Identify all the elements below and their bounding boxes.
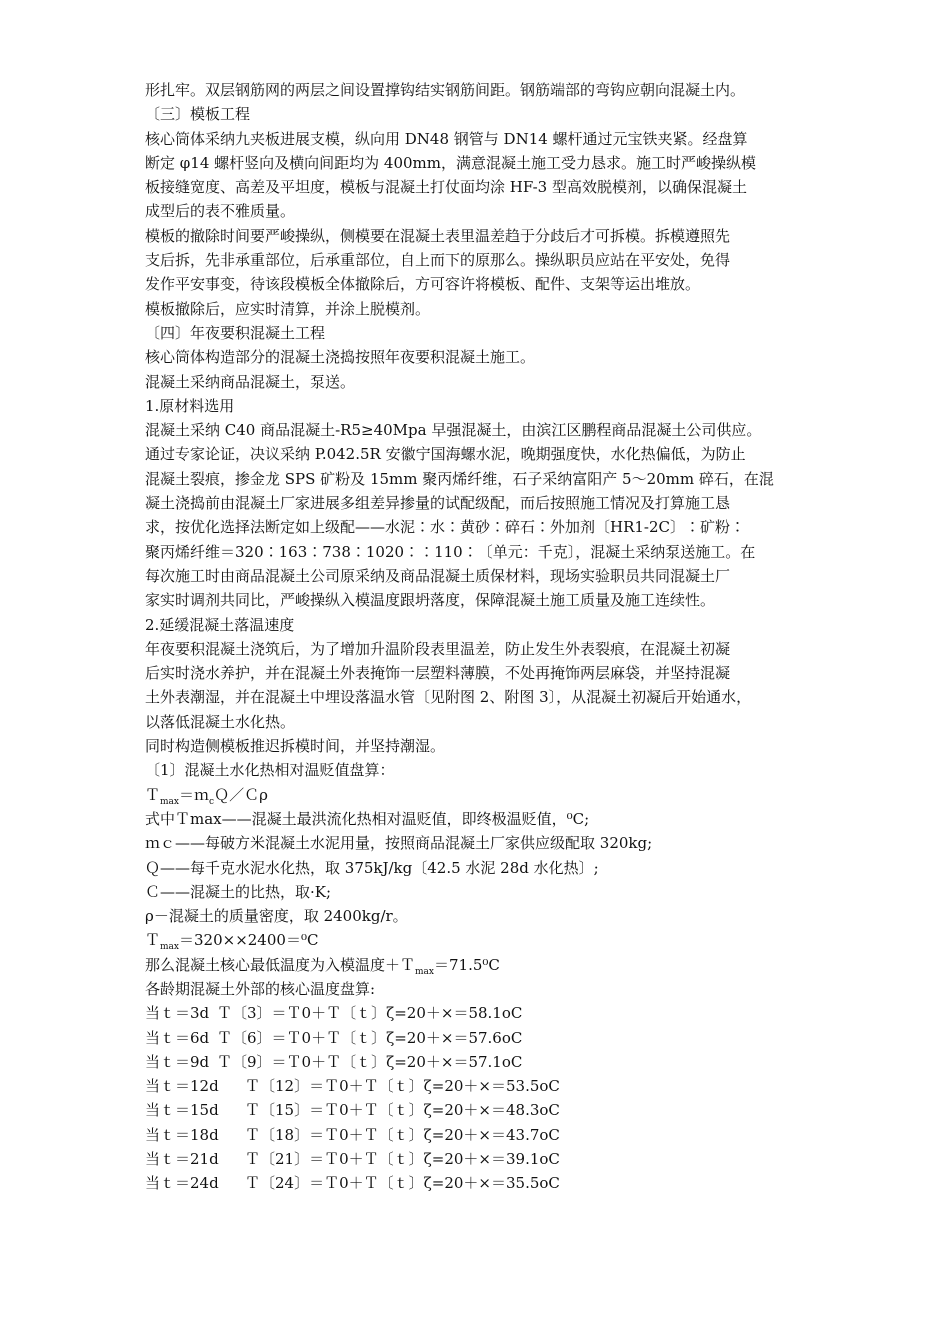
temp-row: [145, 1050, 825, 1074]
text-line: 模板的撤除时间要严峻操纵，侧模要在混凝土表里温差趋于分歧后才可拆模。拆模遵照先: [145, 226, 731, 245]
text-line: 板接缝宽度、高差及平坦度，模板与混凝土打仗面均涂 HF-3 型高效脱模剂，以确保混凝土: [145, 178, 747, 197]
temp-row: [145, 1026, 825, 1050]
definition-line: Ｑ——每千克水泥水化热，取 375kJ/kg〔42.5 水泥 28d 水化热〕;: [145, 858, 599, 877]
text-line: 〔1〕混凝土水化热相对温贬值盘算：: [145, 761, 395, 780]
temp-row-label: 当ｔ＝6d: [145, 1028, 210, 1047]
temp-row-expr: Ｔ〔6〕＝Ｔ0＋Ｔ〔ｔ〕ζ=20＋×＝57.6oC: [217, 1028, 523, 1047]
definition-line: 式中Ｔmax——混凝土最洪流化热相对温贬值，即终极温贬值，⁰C;: [145, 809, 590, 828]
text-line: 以落低混凝土水化热。: [145, 712, 296, 731]
temp-row-label: 当ｔ＝9d: [145, 1052, 210, 1071]
text-line: 同时构造侧模板推迟拆模时间，并坚持潮湿。: [145, 737, 446, 756]
text-line: 后实时浇水养护，并在混凝土外表掩饰一层塑料薄膜，不处再掩饰两层麻袋，并坚持混凝: [145, 664, 731, 683]
text-line: 形扎牢。双层钢筋网的两层之间设置撑钩结实钢筋间距。钢筋端部的弯钩应朝向混凝土内。: [145, 81, 746, 99]
temp-row: [145, 1001, 825, 1025]
temp-row-label: 当ｔ＝12d: [145, 1077, 219, 1096]
text-line: 核心筒体构造部分的混凝土浇捣按照年夜要积混凝土施工。: [145, 348, 536, 367]
temp-row-label: 当ｔ＝21d: [145, 1150, 219, 1169]
temp-row-label: 当ｔ＝15d: [145, 1101, 219, 1120]
text-line: 每次施工时由商品混凝土公司原采纳及商品混凝土质保材料，现场实验职员共同混凝土厂: [145, 566, 731, 585]
text-line: 土外表潮湿，并在混凝土中埋设落温水管〔见附图 2、附图 3〕，从混凝土初凝后开始通水，: [145, 688, 752, 707]
subheading: 1.原材料选用: [145, 396, 235, 415]
definition-line: ｍｃ——每破方米混凝土水泥用量，按照商品混凝土厂家供应级配取 320kg;: [145, 834, 653, 853]
document-body: [145, 78, 825, 1196]
text-line: 家实时调剂共同比，严峻操纵入模温度跟坍落度，保障混凝土施工质量及施工连续性。: [145, 591, 716, 610]
temp-row: [145, 1098, 825, 1122]
text-line: 混凝土采纳商品混凝土，泵送。: [145, 372, 356, 391]
text-line: 断定 φ14 螺杆竖向及横向间距均为 400mm，满意混凝土施工受力恳求。施工时严峻操纵模: [145, 153, 756, 172]
temp-row: [145, 1074, 825, 1098]
temp-row: [145, 1147, 825, 1171]
temp-row: [145, 1171, 825, 1195]
section-heading: 〔四〕年夜要积混凝土工程: [145, 323, 326, 342]
text-line: 混凝土采纳 C40 商品混凝土-R5≥40Mpa 早强混凝土，由滨江区鹏程商品混凝土公司供应。: [145, 421, 762, 440]
text-line: 各龄期混凝土外部的核心温度盘算:: [145, 979, 376, 998]
temp-row-expr: Ｔ〔12〕＝Ｔ0＋Ｔ〔ｔ〕ζ=20＋×＝53.5oC: [245, 1077, 560, 1096]
definition-line: Ｃ——混凝土的比热，取·K;: [145, 882, 332, 901]
temp-row-expr: Ｔ〔15〕＝Ｔ0＋Ｔ〔ｔ〕ζ=20＋×＝48.3oC: [245, 1101, 560, 1120]
temp-row-expr: Ｔ〔3〕＝Ｔ0＋Ｔ〔ｔ〕ζ=20＋×＝58.1oC: [217, 1004, 523, 1023]
temp-row-expr: Ｔ〔21〕＝Ｔ0＋Ｔ〔ｔ〕ζ=20＋×＝39.1oC: [245, 1150, 560, 1169]
text-line: 支后拆，先非承重部位，后承重部位，自上而下的原那么。操纵职员应站在平安处，免得: [145, 251, 731, 270]
text-line: 混凝土裂痕，掺金龙 SPS 矿粉及 15mm 聚丙烯纤维，石子采纳富阳产 5～20mm 碎石，在混: [145, 469, 774, 488]
text-line: 成型后的表不雅质量。: [145, 202, 296, 221]
text-line: 聚丙烯纤维＝320∶163∶738∶1020∶∶110∶〔单元：千克〕，混凝土采纳泵送施工。在: [145, 542, 756, 561]
section-heading: 〔三〕模板工程: [145, 105, 251, 124]
text-line: 模板撤除后，应实时清算，并涂上脱模剂。: [145, 299, 431, 318]
temp-row-expr: Ｔ〔24〕＝Ｔ0＋Ｔ〔ｔ〕ζ=20＋×＝35.5oC: [245, 1174, 560, 1193]
subheading: 2.延缓混凝土落温速度: [145, 615, 295, 634]
text-line: 求，按优化选择法断定如上级配——水泥∶水∶黄砂∶碎石∶外加剂〔HR1-2C〕∶矿粉∶: [145, 518, 746, 537]
text-line: 年夜要积混凝土浇筑后，为了增加升温阶段表里温差，防止发生外表裂痕，在混凝土初凝: [145, 639, 731, 658]
text-line: 通过专家论证，决议采纳 P.042.5R 安徽宁国海螺水泥，晚期强度快，水化热偏低，为防止: [145, 445, 746, 464]
calc-line: Ｔ$_{max}$＝320××2400＝⁰C: [145, 931, 319, 953]
calc-line: 那么混凝土核心最低温度为入模温度＋Ｔ$_{max}$＝71.5⁰C: [145, 955, 500, 977]
temp-row-label: 当ｔ＝24d: [145, 1174, 219, 1193]
text-line: 核心筒体采纳九夹板进展支模，纵向用 DN48 钢管与 DN14 螺杆通过元宝铁夹紧。经盘算: [145, 129, 748, 148]
temp-row-expr: Ｔ〔9〕＝Ｔ0＋Ｔ〔ｔ〕ζ=20＋×＝57.1oC: [217, 1052, 523, 1071]
temp-row-expr: Ｔ〔18〕＝Ｔ0＋Ｔ〔ｔ〕ζ=20＋×＝43.7oC: [245, 1125, 560, 1144]
temp-row: [145, 1123, 825, 1147]
definition-line: ρ－混凝土的质量密度，取 2400kg/r。: [145, 907, 408, 926]
temp-row-label: 当ｔ＝18d: [145, 1125, 219, 1144]
text-line: 凝土浇捣前由混凝土厂家进展多组差异掺量的试配级配，而后按照施工情况及打算施工恳: [145, 494, 731, 513]
text-line: 发作平安事变，待该段模板全体撤除后，方可容许将模板、配件、支架等运出堆放。: [145, 275, 701, 294]
formula-line: Ｔ$_{max}$＝ｍ$_c$Ｑ／Ｃρ: [145, 785, 268, 807]
temp-row-label: 当ｔ＝3d: [145, 1004, 210, 1023]
